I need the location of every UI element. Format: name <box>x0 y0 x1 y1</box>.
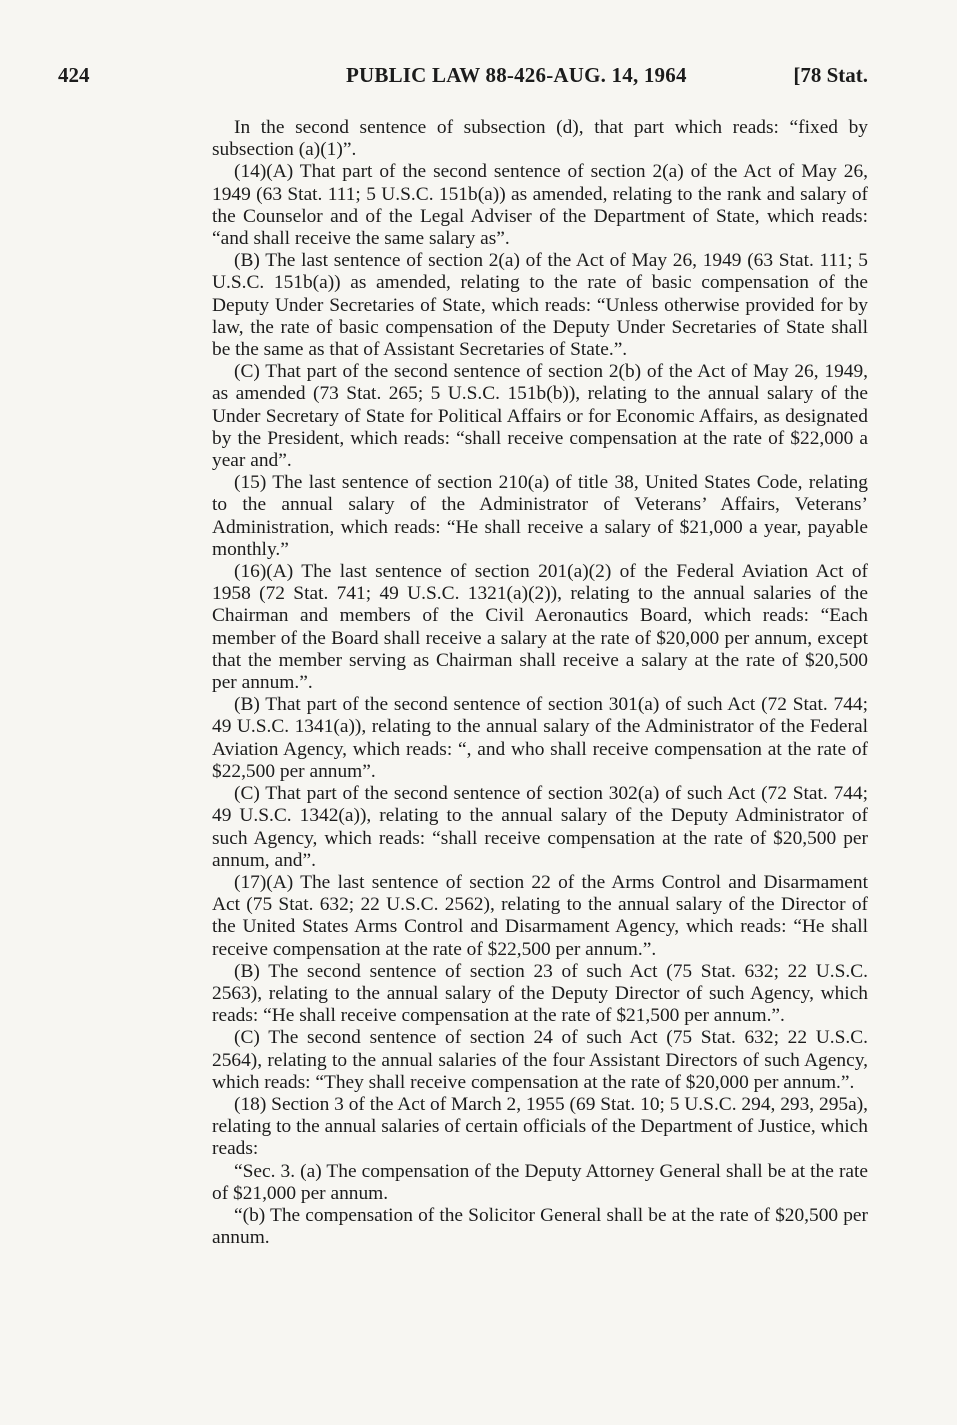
paragraph-17b: (B) The second sentence of section 23 of such Act (75 Stat. 632; 22 U.S.C. 2563), relating to the annual salary of the Deputy Director of such Agency, which reads: “He shall receive compensation at the rate of $21,500 per annum.”. <box>212 960 868 1027</box>
running-title: PUBLIC LAW 88-426-AUG. 14, 1964 <box>346 63 687 87</box>
paragraph-subsection-d: In the second sentence of subsection (d), that part which reads: “fixed by subsection (a)(1)”. <box>212 117 868 161</box>
paragraph-sec3-b: “(b) The compensation of the Solicitor General shall be at the rate of $20,500 per annum. <box>212 1204 868 1249</box>
paragraph-17a: (17)(A) The last sentence of section 22 of the Arms Control and Disarmament Act (75 Stat. 632; 22 U.S.C. 2562), relating to the annual salary of the Director of the United States Arms Control and Disarmament Agency, which reads: “He shall receive compensation at the rate of $22,500 per annum.”. <box>212 871 868 960</box>
paragraph-14b: (B) The last sentence of section 2(a) of the Act of May 26, 1949 (63 Stat. 111; 5 U.S.C. 151b(a)) as amended, relating to the rate of basic compensation of the Deputy Under Secretaries of State, which reads: “Unless otherwise provided for by law, the rate of basic compensation of the Deputy Under Secretaries of State shall be the same as that of Assistant Secretaries of State.”. <box>212 250 868 361</box>
paragraph-sec3-a: “Sec. 3. (a) The compensation of the Deputy Attorney General shall be at the rate of $21,000 per annum. <box>212 1160 868 1204</box>
paragraph-16c: (C) That part of the second sentence of section 302(a) of such Act (72 Stat. 744; 49 U.S.C. 1342(a)), relating to the annual salary of the Deputy Administrator of such Agency, which reads: “shall receive compensation at the rate of $20,500 per annum, and”. <box>212 783 868 871</box>
paragraph-16b: (B) That part of the second sentence of section 301(a) of such Act (72 Stat. 744; 49 U.S.C. 1341(a)), relating to the annual salary of the Administrator of the Federal Aviation Agency, which reads: “, and who shall receive compensation at the rate of $22,500 per annum”. <box>212 694 868 782</box>
paragraph-15: (15) The last sentence of section 210(a) of title 38, United States Code, relating to the annual salary of the Administrator of Veterans’ Affairs, Veterans’ Administration, which reads: “He shall receive a salary of $21,000 a year, payable monthly.” <box>212 472 868 560</box>
statute-body <box>212 117 868 1249</box>
page-header <box>58 63 868 93</box>
statute-reference: [78 Stat. <box>793 63 868 87</box>
paragraph-18: (18) Section 3 of the Act of March 2, 1955 (69 Stat. 10; 5 U.S.C. 294, 293, 295a), relating to the annual salaries of certain officials of the Department of Justice, which reads: <box>212 1093 868 1160</box>
paragraph-16a: (16)(A) The last sentence of section 201(a)(2) of the Federal Aviation Act of 1958 (72 Stat. 741; 49 U.S.C. 1321(a)(2)), relating to the annual salaries of the Chairman and members of the Civil Aeronautics Board, which reads: “Each member of the Board shall receive a salary at the rate of $20,000 per annum, except that the member serving as Chairman shall receive a salary at the rate of $20,500 per annum.”. <box>212 561 868 694</box>
paragraph-17c: (C) The second sentence of section 24 of such Act (75 Stat. 632; 22 U.S.C. 2564), relating to the annual salaries of the four Assistant Directors of such Agency, which reads: “They shall receive compensation at the rate of $20,000 per annum.”. <box>212 1027 868 1093</box>
paragraph-14a: (14)(A) That part of the second sentence of section 2(a) of the Act of May 26, 1949 (63 Stat. 111; 5 U.S.C. 151b(a)) as amended, relating to the rank and salary of the Counselor and of the Legal Adviser of the Department of State, which reads: “and shall receive the same salary as”. <box>212 161 868 250</box>
page-number: 424 <box>58 63 90 87</box>
paragraph-14c: (C) That part of the second sentence of section 2(b) of the Act of May 26, 1949, as amended (73 Stat. 265; 5 U.S.C. 151b(b)), relating to the annual salary of the Under Secretary of State for Political Affairs or for Economic Affairs, as designated by the President, which reads: “shall receive compensation at the rate of $22,000 a year and”. <box>212 361 868 472</box>
